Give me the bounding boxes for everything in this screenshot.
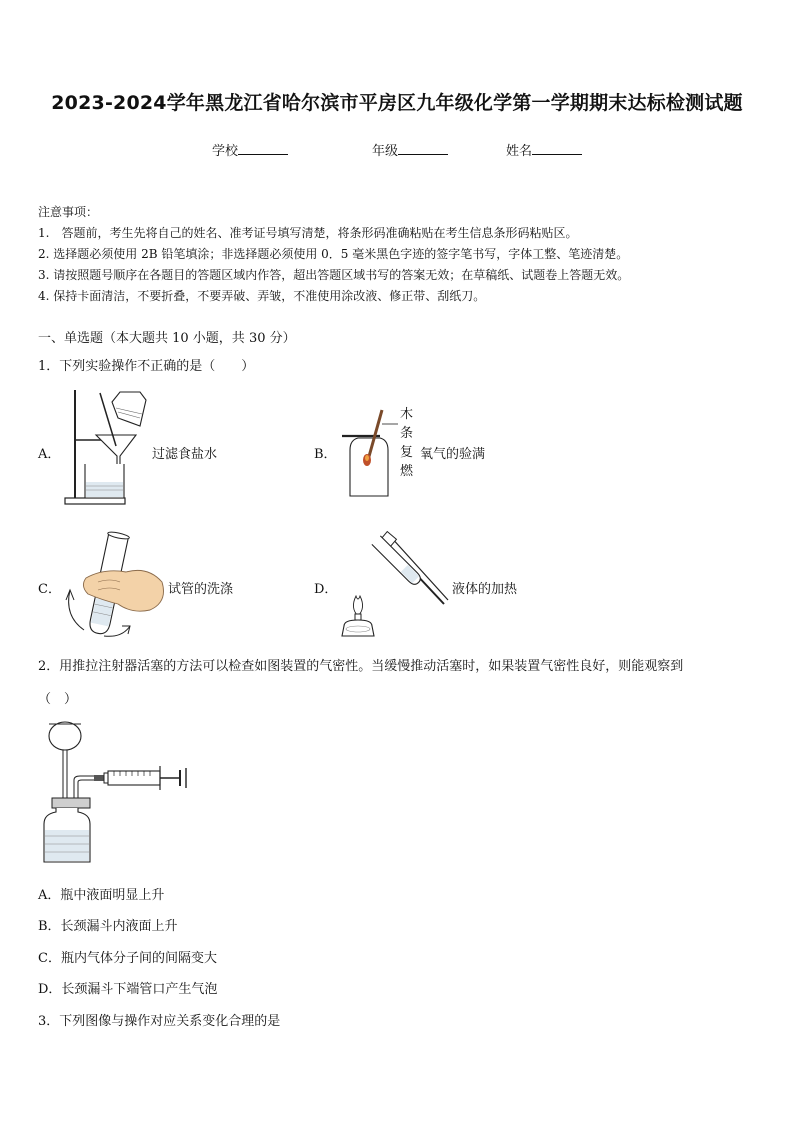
q1-option-d-letter: D． <box>314 582 338 597</box>
grade-label: 年级 <box>372 144 399 159</box>
q1-option-a-letter: A． <box>38 447 61 462</box>
q2-option-d: D．长颈漏斗下端管口产生气泡 <box>38 982 218 997</box>
question-1-stem: 1．下列实验操作不正确的是（ ） <box>38 359 255 374</box>
label-char: 燃 <box>400 464 414 479</box>
school-label: 学校 <box>212 144 239 159</box>
notice-heading: 注意事项： <box>38 205 99 219</box>
name-field <box>506 140 582 159</box>
filtration-apparatus-figure <box>60 388 160 513</box>
q1-option-d-caption: 液体的加热 <box>452 582 518 597</box>
q1-option-c-caption: 试管的洗涤 <box>168 582 234 597</box>
name-label: 姓名 <box>506 144 533 159</box>
q1-option-c-letter: C． <box>38 582 61 597</box>
oxygen-test-figure <box>340 400 400 500</box>
q1-option-b-caption: 氧气的验满 <box>420 447 486 462</box>
name-blank <box>532 140 582 155</box>
q2-option-c: C．瓶内气体分子间的间隔变大 <box>38 951 217 966</box>
label-char: 复 <box>400 445 414 460</box>
tube-washing-figure <box>58 530 173 642</box>
liquid-heating-figure <box>340 528 450 640</box>
notice-item: 4. 保持卡面清洁，不要折叠，不要弄破、弄皱，不准使用涂改液、修正带、刮纸刀。 <box>38 289 486 303</box>
question-2-stem: 2．用推拉注射器活塞的方法可以检查如图装置的气密性。当缓慢推动活塞时，如果装置气密性良好，则能观察到 <box>38 659 684 674</box>
label-char: 木 <box>400 407 414 422</box>
label-char: 条 <box>400 426 414 441</box>
q2-option-b: B．长颈漏斗内液面上升 <box>38 919 178 934</box>
question-3-stem: 3．下列图像与操作对应关系变化合理的是 <box>38 1014 281 1029</box>
notice-item: 2. 选择题必须使用 2B 铅笔填涂；非选择题必须使用 0．5 毫米黑色字迹的签字笔书写，字体工整、笔迹清楚。 <box>38 247 629 261</box>
page-title: 2023-2024学年黑龙江省哈尔滨市平房区九年级化学第一学期期末达标检测试题 <box>51 92 743 114</box>
q1-option-a-caption: 过滤食盐水 <box>152 447 218 462</box>
question-2-paren: （ ） <box>38 692 78 707</box>
grade-blank <box>398 140 448 155</box>
notice-item: 1. 答题前，考生先将自己的姓名、准考证号填写清楚，将条形码准确粘贴在考生信息条形码粘贴区。 <box>38 226 578 240</box>
grade-field <box>372 140 448 159</box>
airtightness-apparatus-figure <box>38 718 198 866</box>
q1-option-b-letter: B． <box>314 447 337 462</box>
school-field <box>212 140 288 159</box>
section-heading: 一、单选题（本大题共 10 小题，共 30 分） <box>38 331 296 346</box>
q2-option-a: A．瓶中液面明显上升 <box>38 888 165 903</box>
school-blank <box>238 140 288 155</box>
notice-item: 3. 请按照题号顺序在各题目的答题区域内作答，超出答题区域书写的答案无效；在草稿纸、试题卷上答题无效。 <box>38 268 630 282</box>
